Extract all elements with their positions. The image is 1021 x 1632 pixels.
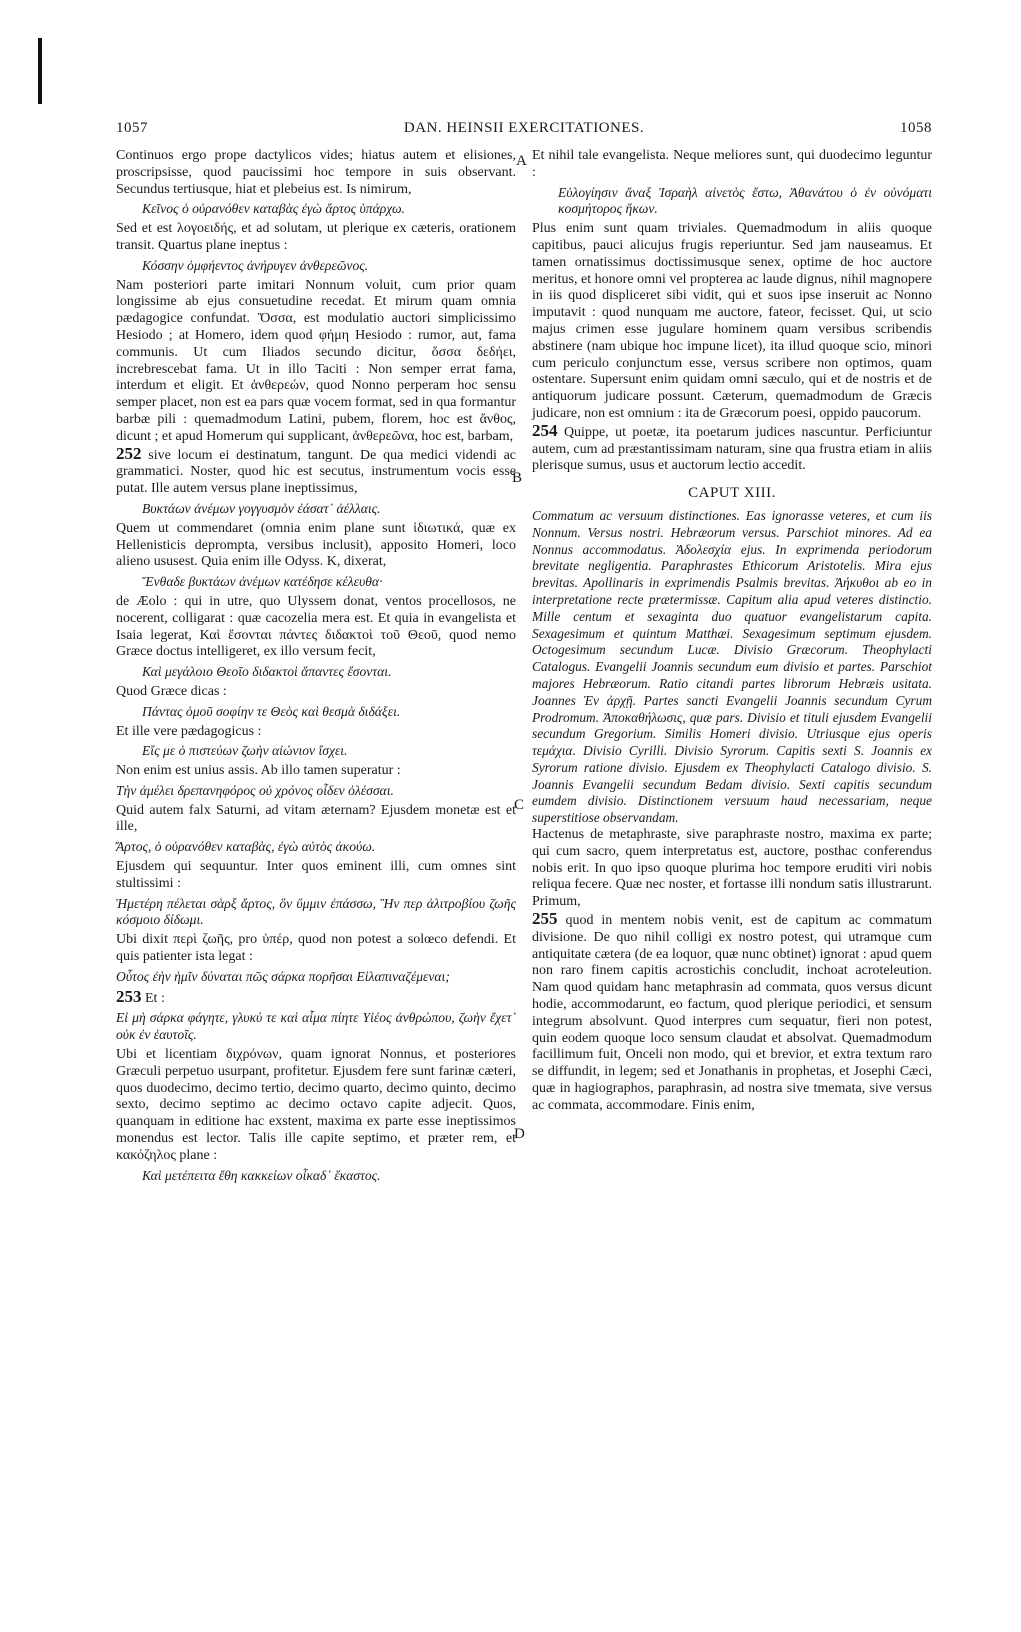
paragraph-with-section-number <box>116 443 517 498</box>
paragraph-text: sive locum ei destinatum, tangunt. De qua medici videndi ac grammatici. Noster, quod hic est secutus, instrumentum vocis esse putat. Ille autem versus plane ineptissimus, <box>116 447 517 497</box>
greek-verse: Κόσσην ὀμφήεντος ἀνήρυγεν ἀνθερεῶνος. <box>142 257 369 273</box>
greek-verse: Βυκτάων ἀνέμων γογγυσμὸν ἐάσατ᾽ ἀέλλαις. <box>142 500 381 516</box>
running-title: DAN. HEINSII EXERCITATIONES. <box>403 120 645 136</box>
paragraph-with-section-number <box>116 986 516 1008</box>
greek-verse: Ἔνθαδε βυκτάων ἀνέμων κατέδησε κέλευθα· <box>142 574 383 590</box>
paragraph: Ubi et licentiam διχρόνων, quam ignorat Nonnus, et posteriores Græculi perpetuo usurpant, profitetur. Ejusdem fere sunt farinæ cæteri, quos duodecimo, decimo tertio, decimo quarto, decimo quinto, decimo sexto, decimo septimo ac decimo octavo capite adjecit. Quos, quanquam in editione hac exstent, maxima ex parte esse ineptissimos monendus est lector. Talis ille capite septimo, et præter rem, et κακόζηλος plane : <box>116 1047 516 1163</box>
paragraph: Continuos ergo prope dactylicos vides; hiatus autem et elisiones, proscripsisse, quod paucissimi hoc tempore in suis observant. Secundus tertiusque, hiat et plebeius est. Is nimirum, <box>116 148 516 197</box>
greek-verse: Πάντας ὁμοῦ σοφίην τε Θεὸς καὶ θεσμὰ διδάξει. <box>142 703 401 719</box>
section-number: 252 <box>116 443 142 463</box>
left-column <box>116 148 516 1187</box>
paragraph-text: Et : <box>145 990 165 1006</box>
paragraph-text: quod in mentem nobis venit, est de capitum ac commatum divisione. De quo nihil colligi ex nostro potest, qui utramque cum antiquitate cætera (de ea loquor, quæ nunc obtinet) ignorat : apud quem non raro finem capitis acrostichis concludit, inchoat acroteleution. Nam quod quidam hanc metaphrasin ad commata, quos versus dicunt hodie, accommodarunt, eo factum, quod plerique periodici, et sensum integrum absolvunt. Quod interpres cum sequatur, fieri non potest, quin eodem quoque loco sensum claudat et absolvat. Quemadmodum facillimum fuit, Onceli non modo, qui et brevior, et extra textum raro se diffundit, in legem; sed et Jonathanis in prophetas, et Josephi Cæci, quæ in hagiographos, paraphrasin, ad nostra sive tmemata, sive versus ac commata, accommodare. Finis enim, <box>532 913 933 1113</box>
paragraph: de Æolo : qui in utre, quo Ulyssem donat, ventos procellosos, ne nocerent, colligarat : quæ cacozelia mera est. Et quia in evangelista et Isaia legerat, Καὶ ἔσονται πάντες διδακτοὶ τοῦ Θεοῦ, quod nemo Græce doctus intelligeret, ex illo versum fecit, <box>116 593 516 660</box>
paragraph: Et nihil tale evangelista. Neque meliores sunt, qui duodecimo leguntur : <box>532 148 932 180</box>
scan-edge-mark <box>38 38 42 104</box>
paragraph: Nam posteriori parte imitari Nonnum voluit, cum prior quam longissime ab ejus consuetudine recedat. Et mirum quam omnia pædagogice confundat. Ὄσσα, est modulatio auctori simplicissimo Hesiodo ; at Homero, idem quod φήμη Hesiodo : rumor, aut, fama communis. Ut cum Iliados secundo dicitur, ὄσσα δεδήει, increbrescebat fama. Ut in illo Taciti : Non semper errat fama, interdum et eligit. Et ἀνθερεών, quod Nonno perperam hoc sensu semper placet, non est ea pars quæ vocem format, sed in qua formantur barbæ pili : quemadmodum Latini, pubem, florem, hoc est ἄνθος, dicunt ; et apud Homerum qui supplicant, ἀνθερεῶνα, hoc est, barbam, <box>116 277 516 444</box>
paragraph: Non enim est unius assis. Ab illo tamen superatur : <box>116 763 401 779</box>
section-number: 254 <box>532 420 558 440</box>
greek-verse: Εὐλογίησιν ἄναξ Ἰσραὴλ αἰνετὸς ἔστω, Ἀθανάτου ὁ ἐν οὐνόματι κοσμήτορος ἥκων. <box>558 184 932 217</box>
paragraph-text: Quippe, ut poetæ, ita poetarum judices nascuntur. Perficiuntur autem, cum ad præstantissimam naturam, sine qua frustra etiam in aliis plerisque sumus, usus et auctorum lectio accedit. <box>532 424 933 474</box>
greek-verse: Κεῖνος ὁ οὐρανόθεν καταβὰς ἐγὼ ἄρτος ὑπάρχω. <box>142 201 405 217</box>
page-number-left: 1057 <box>116 120 148 136</box>
greek-verse: Ἄρτος, ὁ οὐρανόθεν καταβὰς, ἐγὼ αὐτὸς ἀκούω. <box>116 839 376 855</box>
paragraph-with-section-number <box>532 420 933 475</box>
paragraph: Quid autem falx Saturni, ad vitam æternam? Ejusdem monetæ est et ille, <box>116 802 516 835</box>
margin-letter-a: A <box>516 153 527 169</box>
paragraph: Et ille vere pædagogicus : <box>116 723 262 739</box>
paragraph: Hactenus de metaphraste, sive paraphraste nostro, maxima ex parte; qui cum sacro, quem interpretatus est, auctore, posthac conferendus nobis erit. In quo ipso quoque plurima hoc tempore eruditi viri nobis reliqua fecere. Quæ nec noster, et fortasse illi nondum satis illustrarunt. Primum, <box>532 827 932 910</box>
paragraph: Ubi dixit περὶ ζωῆς, pro ὑπέρ, quod non potest a solœco defendi. Et quis patienter ista legat : <box>116 932 516 965</box>
page-number-right: 1058 <box>900 120 932 136</box>
paragraph: Ejusdem qui sequuntur. Inter quos eminent illi, cum omnes sint stultissimi : <box>116 859 516 891</box>
paragraph: Plus enim sunt quam triviales. Quemadmodum in aliis quoque capitibus, pauci alicujus frugis reperiuntur. Sed jam nauseamus. Et tamen ornatissimus doctissimusque senex, optime de hoc auctore meritus, et honore omni vel propterea ac laude dignus, nihil magnopere in iis quod displiceret sibi vidit, qui et suos ipse inseruit ac Nonno imputavit : quod nunquam me auctore, fateor, fecisset. Qui, ut scio majus crimen esse jugulare hominem quam versibus scribendis abstinere (nam ubique hoc impune licet), ita illud quoque scio, minori cum periculo conjunctum esse, versus scribere non optimos, quam ostentare. Supersunt enim quidam omni sæculo, qui et de nostris et de antiquorum judicare possunt. Cæterum, quemadmodum de Græcis judicare, non est omnium : ita de Græcorum poesi, oppido paucorum. <box>532 221 932 421</box>
section-number: 255 <box>532 909 558 929</box>
paragraph: Quem ut commendaret (omnia enim plane sunt ἰδιωτικά, quæ ex Hellenisticis deprompta, versibus inclusit), apposito Homeri, loco alieno ususest. Quia enim ille Odyss. K, dixerat, <box>116 520 516 570</box>
greek-verse: Τὴν ἀμέλει δρεπανηφόρος οὐ χρόνος οἶδεν ὀλέσσαι. <box>116 782 394 798</box>
margin-letter-c: C <box>514 797 525 813</box>
greek-verse: Καὶ μετέπειτα ἔθη κακκείων οἶκαδ᾽ ἕκαστος. <box>142 1167 381 1183</box>
paragraph: Quod Græce dicas : <box>116 683 227 699</box>
right-column <box>532 148 932 1115</box>
greek-verse: Ἡμετέρη πέλεται σὰρξ ἄρτος, ὃν ὔμμιν ἐπάσσω, Ἣν περ ἀλιτροβίου ζωῆς κόσμοιο δίδωμι. <box>116 895 516 928</box>
paragraph-with-section-number <box>532 911 932 1115</box>
running-header <box>116 120 932 142</box>
paragraph: Sed et est λογοειδής, et ad solutam, ut plerique ex cæteris, orationem transit. Quartus plane ineptus : <box>116 221 516 253</box>
greek-verse: Οὗτος ἐὴν ἡμῖν δύναται πῶς σάρκα πορῆσαι Εἰλαπιναζέμεναι; <box>116 968 450 984</box>
chapter-summary: Commatum ac versuum distinctiones. Eas ignorasse veteres, et cum iis Nonnum. Versus nostri. Hebræorum versus. Parschiot minores. Ad ea Nonnus accommodatus. Ἀδολεσχία ejus. In exprimenda periodorum brevitate negligentia. Paraphrastes Ethicorum Aristotelis. Mira ejus brevitas. Apollinaris in exprimendis Psalmis brevitas. Ἀήκυθοι ab eo in interpretatione recte prætermissæ. Capitum alia apud veteres distinctio. Mille centum et sexaginta duo quatuor evangelistarum capita. Sexagesimum et quintum Matthæi. Sexagesimum septimum ejusdem. Octogesimum secundum Lucæ. Divisio Græcorum. Theophylacti Catalogus. Evangelii Joannis secundum eum divisio et partes. Parschiot majores Hebræorum. Ratio citandi partes librorum Hebræis usitata. Joannes Ἐν ἀρχῇ. Partes sancti Evangelii Joannis secundum Cyrum Prodromum. Ἀποκαθήλωσις, quæ pars. Divisio et tituli ejusdem Evangelii secundum Gregorium. Similis Homeri divisio. Utriusque ejus operis τεμάχια. Divisio Cyrilli. Divisio Syrorum. Capitis sexti S. Joannis ex Syrorum ratione divisio. Ejusdem ex Theophylacti Catalogo divisio. S. Joannis Evangelii secundum Bedam divisio. Sexti capitis secundum eumdem divisio. Distinctionem versuum haud necessariam, neque superstitiose observandam. <box>532 507 932 826</box>
chapter-heading: CAPUT XIII. <box>688 485 776 502</box>
margin-letter-b: B <box>512 470 523 486</box>
greek-verse: Καὶ μεγάλοιο Θεοῖο διδακτοὶ ἅπαντες ἔσονται. <box>142 664 392 680</box>
greek-verse: Εἰ μὴ σάρκα φάγητε, γλυκύ τε καὶ αἷμα πίητε Υἱέος ἀνθρώπου, ζωὴν ἔχετ᾽ οὐκ ἐν ἑαυτοῖς. <box>116 1010 516 1043</box>
margin-letter-d: D <box>514 1126 525 1142</box>
section-number: 253 <box>116 986 142 1006</box>
greek-verse: Εἴς με ὁ πιστεύων ζωὴν αἰώνιον ἴσχει. <box>142 743 348 759</box>
